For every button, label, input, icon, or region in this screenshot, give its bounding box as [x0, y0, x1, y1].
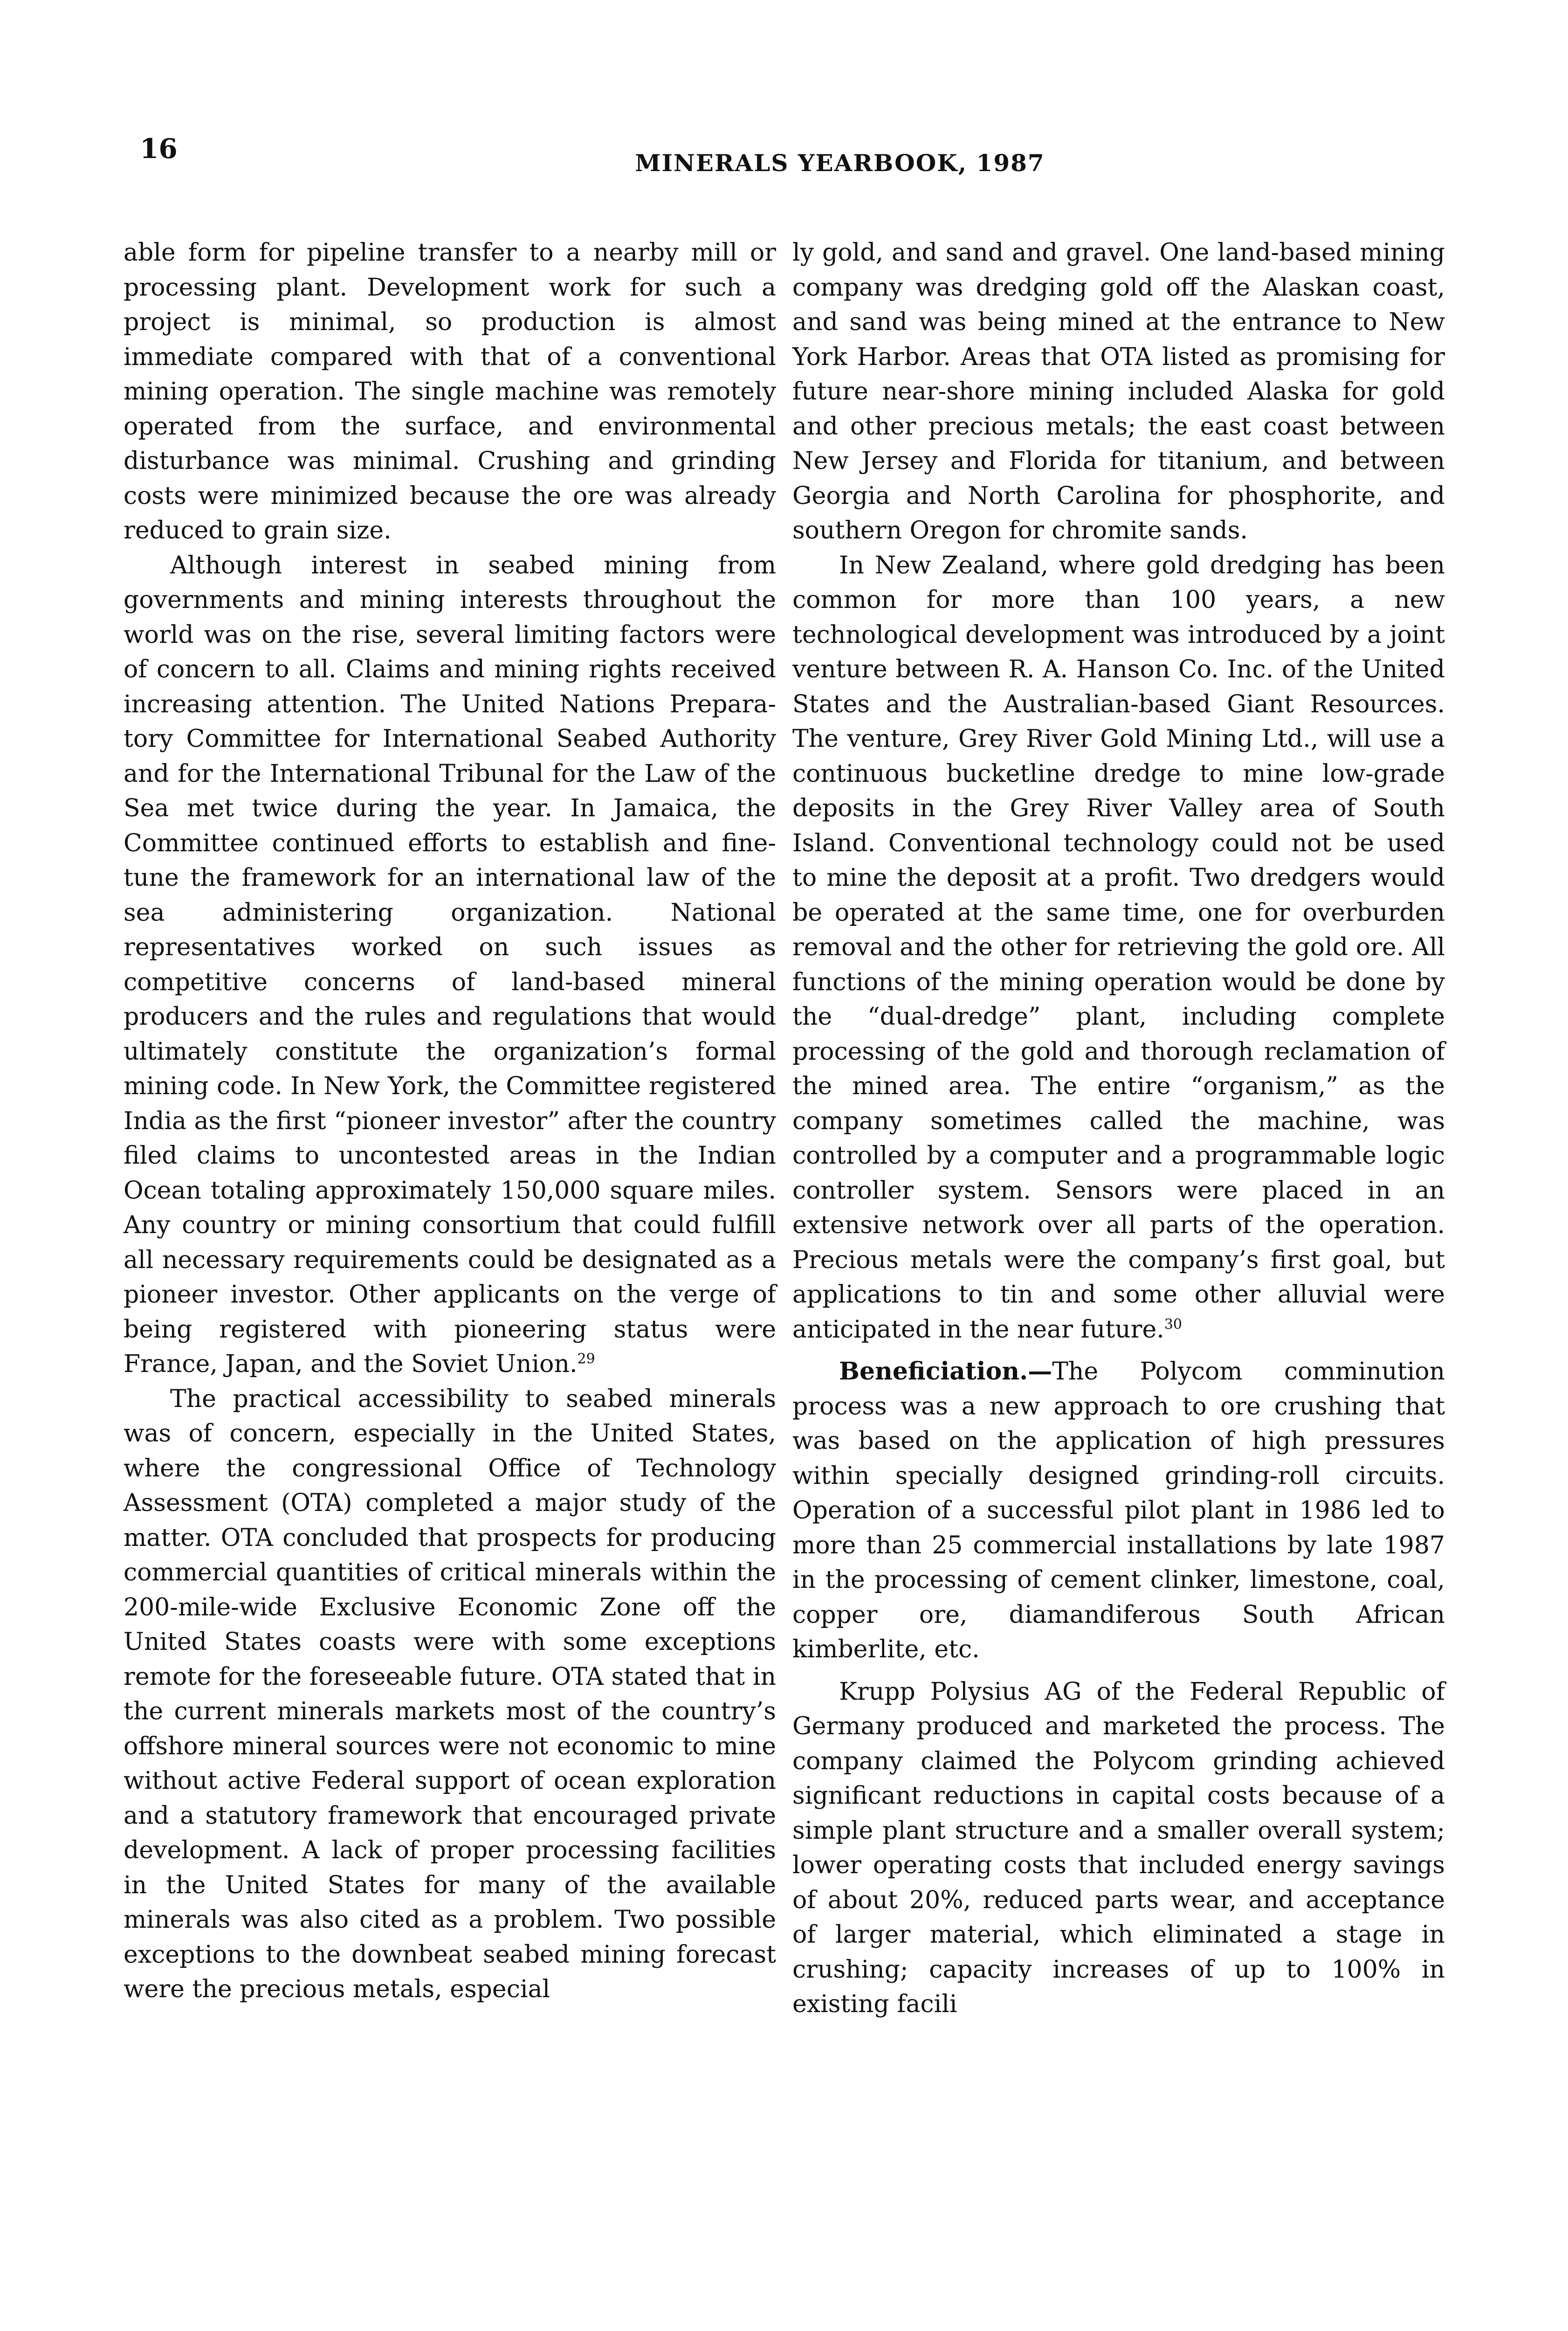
right-column — [792, 235, 1445, 2022]
page-number: 16 — [140, 133, 178, 165]
paragraph — [792, 548, 1445, 1347]
left-column — [124, 235, 776, 2007]
paragraph-text: In New Zealand, where gold dredging has been common for more than 100 years, a new technological development was introduced by a joint venture between R. A. Hanson Co. Inc. of the United States and the Australian-based Giant Resources. The venture, Grey River Gold Mining Ltd., will use a continuous bucketline dredge to mine low-grade deposits in the Grey River Valley area of South Island. Conventional technology could not be used to mine the deposit at a profit. Two dredgers would be operated at the same time, one for overburden removal and the other for retrieving the gold ore. All functions of the mining operation would be done by the “dual-dredge” plant, including complete processing of the gold and thorough reclamation of the mined area. The entire “organism,” as the company sometimes called the machine, was controlled by a computer and a programmable logic controller system. Sensors were placed in an extensive network over all parts of the operation. Precious metals were the company’s first goal, but applications to tin and some other alluvial were anticipated in the near future. — [792, 551, 1445, 1344]
paragraph — [792, 1675, 1445, 2022]
paragraph — [124, 1382, 776, 2007]
paragraph-text: ly gold, and sand and gravel. One land-based mining company was dredging gold off the Alaskan coast, and sand was being mined at the entrance to New York Harbor. Areas that OTA listed as promising for future near-shore mining included Alaska for gold and other precious metals; the east coast between New Jersey and Florida for titanium, and between Georgia and North Carolina for phosphorite, and southern Oregon for chromite sands. — [792, 239, 1445, 545]
paragraph — [792, 235, 1445, 548]
paragraph — [792, 1354, 1445, 1667]
running-head: MINERALS YEARBOOK, 1987 — [635, 149, 1045, 177]
footnote-marker: 30 — [1164, 1316, 1183, 1333]
paragraph — [124, 235, 776, 548]
section-run-in-heading: Beneficiation.— — [839, 1357, 1052, 1386]
paragraph-text: able form for pipeline transfer to a nearby mill or processing plant. Development work for such a project is minimal, so production is almost immediate compared with that of a conventional mining operation. The single machine was remotely operated from the surface, and environmental disturbance was minimal. Crushing and grinding costs were minimized because the ore was already reduced to grain size. — [124, 239, 776, 545]
paragraph — [124, 548, 776, 1382]
paragraph-text: The Polycom comminution process was a new approach to ore crushing that was based on the application of high pressures within specially designed grinding-roll circuits. Operation of a successful pilot plant in 1986 led to more than 25 commercial installations by late 1987 in the processing of cement clinker, limestone, coal, copper ore, diamandiferous South African kimberlite, etc. — [792, 1358, 1445, 1663]
paragraph-text: Although interest in seabed mining from governments and mining interests throughout the world was on the rise, several limiting factors were of concern to all. Claims and mining rights received increasing attention. The United Nations Preparatory Committee for International Seabed Authority and for the International Tribunal for the Law of the Sea met twice during the year. In Jamaica, the Committee continued efforts to establish and fine-tune the framework for an international law of the sea administering organization. National representatives worked on such issues as competitive concerns of land-based mineral producers and the rules and regulations that would ultimately constitute the organization’s formal mining code. In New York, the Committee registered India as the first “pioneer investor” after the country filed claims to uncontested areas in the Indian Ocean totaling approximately 150,000 square miles. Any country or mining consortium that could fulfill all necessary requirements could be designated as a pioneer investor. Other applicants on the verge of being registered with pioneering status were France, Japan, and the Soviet Union. — [124, 551, 776, 1378]
paragraph-text: Krupp Polysius AG of the Federal Republic of Germany produced and marketed the process. The company claimed the Polycom grinding achieved significant reductions in capital costs because of a simple plant structure and a smaller overall system; lower operating costs that included energy savings of about 20%, reduced parts wear, and acceptance of larger material, which eliminated a stage in crushing; capacity increases of up to 100% in existing facili — [792, 1677, 1445, 2018]
footnote-marker: 29 — [577, 1351, 595, 1367]
paragraph-text: The practical accessibility to seabed minerals was of concern, especially in the United States, where the congressional Office of Technology Assessment (OTA) completed a major study of the matter. OTA concluded that prospects for producing commercial quantities of critical minerals within the 200-mile-wide Exclusive Economic Zone off the United States coasts were with some exceptions remote for the foreseeable future. OTA stated that in the current minerals markets most of the country’s offshore mineral sources were not economic to mine without active Federal support of ocean exploration and a statutory framework that encouraged private development. A lack of proper processing facilities in the United States for many of the available minerals was also cited as a problem. Two possible exceptions to the downbeat seabed mining forecast were the precious metals, especial — [124, 1385, 776, 2003]
